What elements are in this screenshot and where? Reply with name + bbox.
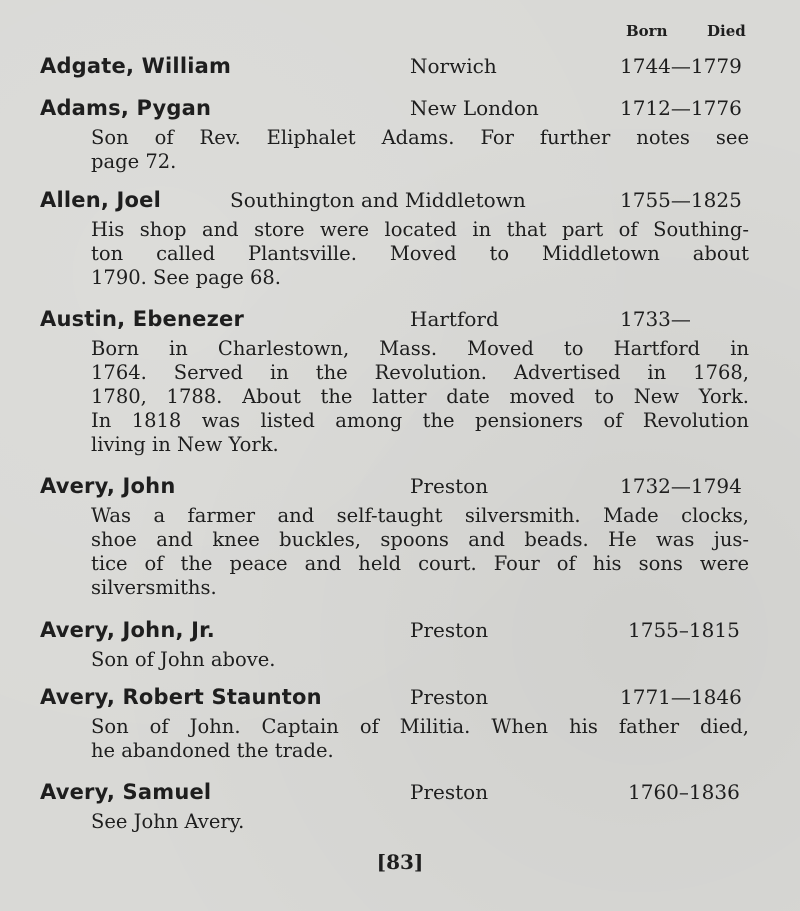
entry-dates: 1712—1776 xyxy=(620,96,742,120)
note-line: he abandoned the trade. xyxy=(91,739,334,762)
entry-name: Austin, Ebenezer xyxy=(40,307,245,331)
entry-austin-ebenezer xyxy=(40,307,752,457)
entry-avery-john-jr xyxy=(40,618,752,672)
entry-dates: 1771—1846 xyxy=(620,685,742,709)
entry-place: Southington and Middletown xyxy=(230,188,526,212)
note-line: page 72. xyxy=(91,150,177,173)
page-number: [83] xyxy=(376,850,424,874)
entry-dates: 1732—1794 xyxy=(620,474,742,498)
entry-note xyxy=(91,218,749,290)
entry-dates: 1760–1836 xyxy=(628,780,740,804)
entry-dates: 1744—1779 xyxy=(620,54,742,78)
note-line: 1780, 1788. About the latter date moved to New York. xyxy=(91,385,749,408)
entry-name: Avery, Samuel xyxy=(40,780,212,804)
note-line: tice of the peace and held court. Four of his sons were xyxy=(91,552,749,575)
note-line: silversmiths. xyxy=(91,576,217,599)
note-line: See John Avery. xyxy=(91,810,245,833)
note-line: Son of Rev. Eliphalet Adams. For further notes see xyxy=(91,126,749,149)
entry-note xyxy=(91,504,749,600)
entry-avery-john xyxy=(40,474,752,600)
note-line: Was a farmer and self-taught silversmith. Made clocks, xyxy=(91,504,749,527)
note-line: living in New York. xyxy=(91,433,279,456)
entry-adams-pygan xyxy=(40,96,752,174)
entry-name: Adgate, William xyxy=(40,54,232,78)
note-line: ton called Plantsville. Moved to Middletown about xyxy=(91,242,749,265)
entry-place: Preston xyxy=(410,780,489,804)
entry-place: Hartford xyxy=(410,307,499,331)
entry-note xyxy=(91,648,749,672)
entry-place: Norwich xyxy=(410,54,497,78)
entry-note xyxy=(91,810,749,834)
entry-name: Avery, John, Jr. xyxy=(40,618,215,642)
note-line: 1764. Served in the Revolution. Advertised in 1768, xyxy=(91,361,749,384)
entry-name: Adams, Pygan xyxy=(40,96,212,120)
note-line: shoe and knee buckles, spoons and beads. He was jus- xyxy=(91,528,749,551)
note-line: Son of John. Captain of Militia. When his father died, xyxy=(91,715,749,738)
entry-place: Preston xyxy=(410,685,489,709)
entry-place: New London xyxy=(410,96,539,120)
entry-place: Preston xyxy=(410,474,489,498)
entry-name: Avery, Robert Staunton xyxy=(40,685,322,709)
born-column-header: Born xyxy=(626,22,668,40)
note-line: Born in Charlestown, Mass. Moved to Hartford in xyxy=(91,337,749,360)
entry-avery-robert-staunton xyxy=(40,685,752,763)
entry-avery-samuel xyxy=(40,780,752,834)
died-column-header: Died xyxy=(707,22,746,40)
entry-note xyxy=(91,337,749,457)
note-line: 1790. See page 68. xyxy=(91,266,282,289)
entry-name: Avery, John xyxy=(40,474,176,498)
entry-allen-joel xyxy=(40,188,752,290)
entry-dates: 1755—1825 xyxy=(620,188,742,212)
entry-dates: 1755–1815 xyxy=(628,618,740,642)
note-line: Son of John above. xyxy=(91,648,276,671)
entry-note xyxy=(91,715,749,763)
entry-name: Allen, Joel xyxy=(40,188,162,212)
note-line: His shop and store were located in that part of Southing- xyxy=(91,218,749,241)
entry-place: Preston xyxy=(410,618,489,642)
entry-dates: 1733— xyxy=(620,307,691,331)
entry-adgate-william xyxy=(40,54,752,84)
entry-note xyxy=(91,126,749,174)
note-line: In 1818 was listed among the pensioners of Revolution xyxy=(91,409,749,432)
